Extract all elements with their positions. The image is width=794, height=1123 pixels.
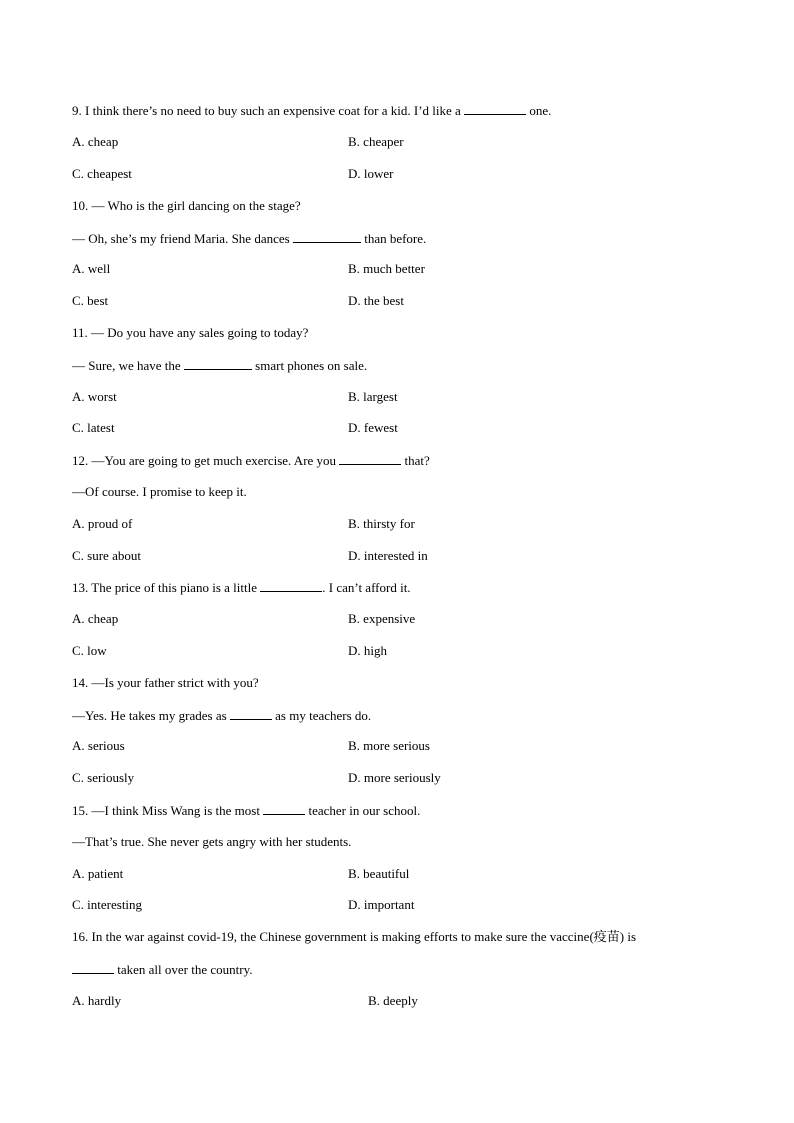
- option-a: A. hardly: [72, 993, 122, 1008]
- question-12-stem: 12. —You are going to get much exercise. Are you that?: [72, 453, 430, 468]
- option-c: C. cheapest: [72, 166, 132, 181]
- question-11-response: — Sure, we have the smart phones on sale.: [72, 358, 368, 373]
- answer-blank: [230, 707, 272, 720]
- option-a: A. cheap: [72, 134, 119, 149]
- option-b: B. much better: [348, 261, 425, 276]
- option-d: D. fewest: [348, 420, 398, 435]
- question-10-stem: 10. — Who is the girl dancing on the stage?: [72, 198, 301, 213]
- question-9-stem: 9. I think there’s no need to buy such an expensive coat for a kid. I’d like a one.: [72, 103, 552, 118]
- option-a: A. patient: [72, 866, 124, 881]
- question-12-response: —Of course. I promise to keep it.: [72, 484, 247, 499]
- answer-blank: [263, 802, 305, 815]
- option-a: A. worst: [72, 389, 117, 404]
- option-b: B. expensive: [348, 611, 416, 626]
- question-16-stem: 16. In the war against covid-19, the Chinese government is making efforts to make sure the vaccine(疫苗) is: [72, 929, 637, 944]
- answer-blank: [293, 230, 361, 243]
- option-c: C. best: [72, 293, 109, 308]
- option-a: A. cheap: [72, 611, 119, 626]
- question-11-stem: 11. — Do you have any sales going to today?: [72, 325, 309, 340]
- option-d: D. interested in: [348, 548, 428, 563]
- option-b: B. beautiful: [348, 866, 410, 881]
- question-14-stem: 14. —Is your father strict with you?: [72, 675, 259, 690]
- option-c: C. seriously: [72, 770, 135, 785]
- option-b: B. largest: [348, 389, 398, 404]
- option-c: C. sure about: [72, 548, 141, 563]
- option-b: B. more serious: [348, 738, 430, 753]
- answer-blank: [260, 579, 322, 592]
- question-15-stem: 15. —I think Miss Wang is the most teacher in our school.: [72, 803, 421, 818]
- question-10-response: — Oh, she’s my friend Maria. She dances than before.: [72, 231, 427, 246]
- option-c: C. latest: [72, 420, 115, 435]
- question-13-stem: 13. The price of this piano is a little . I can’t afford it.: [72, 580, 411, 595]
- answer-blank: [464, 102, 526, 115]
- option-b: B. thirsty for: [348, 516, 415, 531]
- option-a: A. well: [72, 261, 111, 276]
- option-a: A. serious: [72, 738, 125, 753]
- answer-blank: [339, 452, 401, 465]
- option-a: A. proud of: [72, 516, 133, 531]
- option-c: C. low: [72, 643, 107, 658]
- option-d: D. important: [348, 897, 415, 912]
- answer-blank: [184, 357, 252, 370]
- option-b: B. cheaper: [348, 134, 404, 149]
- option-d: D. more seriously: [348, 770, 441, 785]
- option-d: D. lower: [348, 166, 394, 181]
- option-d: D. the best: [348, 293, 404, 308]
- question-15-response: —That’s true. She never gets angry with her students.: [72, 834, 352, 849]
- answer-blank: [72, 961, 114, 974]
- option-c: C. interesting: [72, 897, 143, 912]
- option-b: B. deeply: [368, 993, 418, 1008]
- option-d: D. high: [348, 643, 387, 658]
- question-14-response: —Yes. He takes my grades as as my teachers do.: [72, 708, 372, 723]
- question-16-continuation: taken all over the country.: [72, 961, 253, 978]
